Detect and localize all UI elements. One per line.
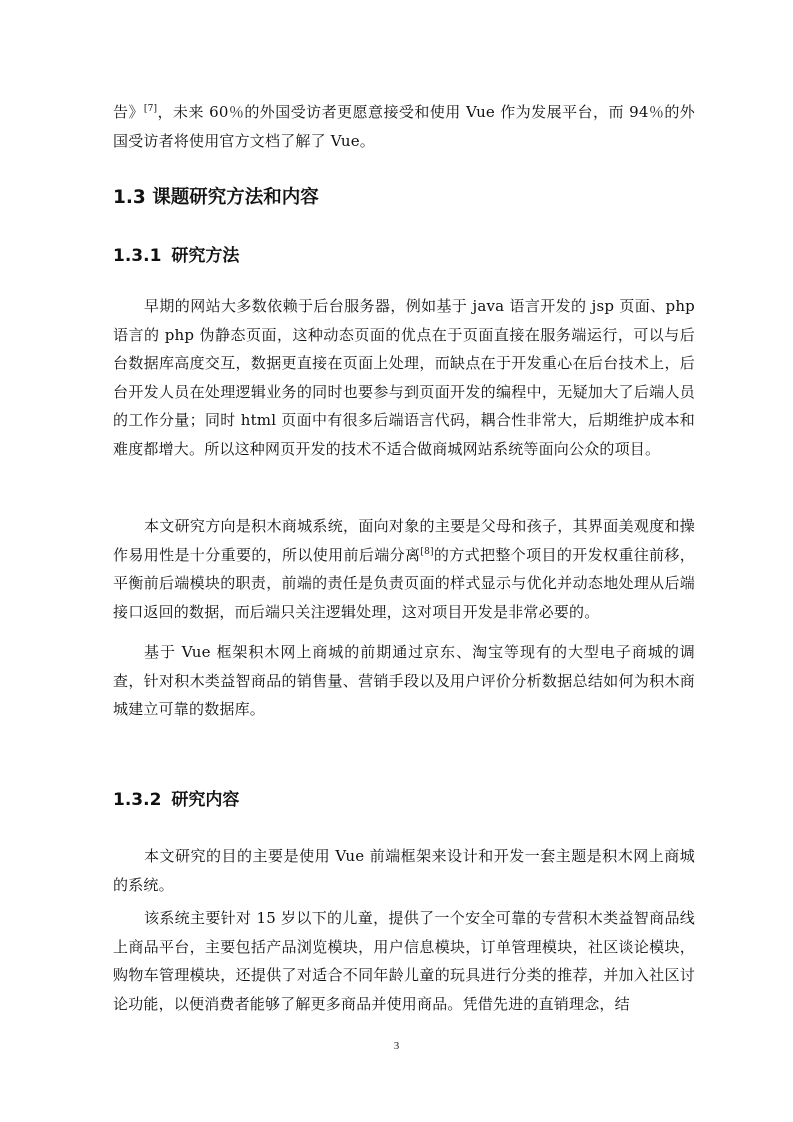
- paragraph-system-overview: 该系统主要针对 15 岁以下的儿童，提供了一个安全可靠的专营积木类益智商品线上商品平台，主要包括产品浏览模块，用户信息模块，订单管理模块，社区谈论模块，购物车管理模块，还提供了对适合不同年龄儿童的玩具进行分类的推荐，并加入社区讨论功能，以便消费者能够了解更多商品并使用商品。凭借先进的直销理念，结: [113, 909, 695, 1013]
- citation-ref[interactable]: [8]: [420, 546, 434, 557]
- paragraph-text: ，未来 60％的外国受访者更愿意接受和使用 Vue 作为发展平台，而 94％的外国受访者将使用官方文档了解了 Vue。: [113, 103, 695, 150]
- section-heading-1-3: 1.3 课题研究方法和内容: [113, 187, 319, 208]
- subsection-heading-1-3-1: [113, 245, 239, 267]
- citation-ref[interactable]: [7]: [143, 104, 158, 114]
- paragraph-preliminary-survey: 基于 Vue 框架积木网上商城的前期通过京东、淘宝等现有的大型电子商城的调查，针对积木类益智商品的销售量、营销手段以及用户评价分析数据总结如何为积木商城建立可靠的数据库。: [113, 643, 695, 718]
- paragraph-text: 本文研究方向是积木商城系统，面向对象的主要是父母和孩子，其界面美观度和操作易用性是十分重要的，所以使用前后端分离: [113, 517, 695, 564]
- page-number: 3: [393, 1040, 400, 1052]
- heading-title: 研究内容: [171, 790, 240, 810]
- paragraph-text: 的方式把整个项目的开发权重往前移，平衡前后端模块的职责，前端的责任是负责页面的样式显示与优化并动态地处理从后端接口返回的数据，而后端只关注逻辑处理，这对项目开发是非常必要的。: [113, 545, 695, 621]
- paragraph-research-methods: 早期的网站大多数依赖于后台服务器，例如基于 java 语言开发的 jsp 页面、php 语言的 php 伪静态页面，这种动态页面的优点在于页面直接在服务端运行，可以与后台数据库高度交互，数据更直接在页面上处理，而缺点在于开发重心在后台技术上，后台开发人员在处理逻辑业务的同时也要参与到页面开发的编程中，无疑加大了后端人员的工作分量；同时 html 页面中有很多后端语言代码，耦合性非常大，后期维护成本和难度都增大。所以这种网页开发的技术不适合做商城网站系统等面向公众的项目。: [113, 297, 695, 458]
- paragraph-research-purpose: 本文研究的目的主要是使用 Vue 前端框架来设计和开发一套主题是积木网上商城的系统。: [113, 847, 695, 894]
- paragraph-research-direction: [113, 512, 695, 626]
- heading-number: 1.3.1: [113, 246, 162, 266]
- heading-title: 研究方法: [171, 246, 240, 266]
- paragraph-continued-intro: [113, 98, 695, 155]
- paragraph-text: 告》: [113, 103, 144, 121]
- subsection-heading-1-3-2: [113, 789, 239, 811]
- heading-number: 1.3.2: [113, 790, 162, 810]
